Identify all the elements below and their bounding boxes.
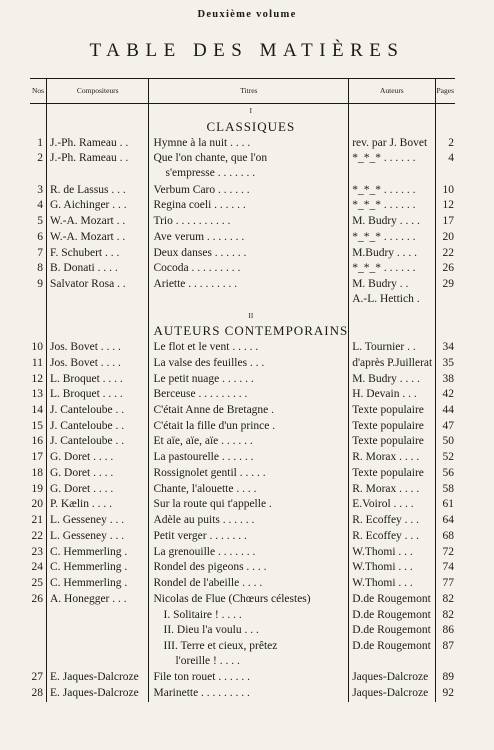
entry-title bbox=[149, 261, 349, 277]
entry-title-line: Et aïe, aïe, aïe . . . . . . bbox=[153, 435, 253, 448]
entry-composer: W.-A. Mozart . . bbox=[46, 214, 149, 230]
entry-title-continuation: s'empresse . . . . . . . bbox=[165, 166, 256, 179]
entry-page: 82 bbox=[442, 592, 454, 605]
header-titres: Titres bbox=[149, 79, 349, 104]
section-title: CLASSIQUES bbox=[149, 120, 349, 136]
entry-title bbox=[149, 419, 349, 435]
entry-author-line: R. Ecoffey . . . bbox=[352, 529, 420, 542]
entry-composer: G. Doret . . . . bbox=[46, 482, 149, 498]
entry-page: 52 bbox=[442, 451, 454, 464]
entry-author-line: D.de Rougemont bbox=[352, 592, 431, 605]
entry-title-line: II. Dieu l'a voulu . . . bbox=[163, 624, 259, 637]
section-spacer bbox=[30, 324, 46, 340]
entry-author-line: W.Thomi . . . bbox=[352, 545, 413, 558]
entry-author bbox=[349, 545, 435, 561]
entry-title-line: La grenouille . . . . . . . bbox=[153, 545, 256, 558]
entry-composer: W.-A. Mozart . . bbox=[46, 230, 149, 246]
entry-page: 38 bbox=[442, 372, 454, 385]
entry-title bbox=[149, 372, 349, 388]
section-spacer bbox=[435, 309, 455, 325]
entry-composer: Jos. Bovet . . . . bbox=[46, 356, 149, 372]
table-row bbox=[30, 246, 455, 262]
entry-number: 1 bbox=[30, 136, 46, 152]
entry-composer: F. Schubert . . . bbox=[46, 246, 149, 262]
entry-composer: R. de Lassus . . . bbox=[46, 183, 149, 199]
table-header-row bbox=[30, 79, 455, 104]
entry-composer: B. Donati . . . . bbox=[46, 261, 149, 277]
entry-composer: A. Honegger . . . bbox=[46, 592, 149, 608]
entry-title-line: III. Terre et cieux, prêtez bbox=[163, 640, 278, 652]
table-row bbox=[30, 639, 455, 670]
entry-author bbox=[349, 497, 435, 513]
entry-number: 23 bbox=[30, 545, 46, 561]
table-row bbox=[30, 592, 455, 608]
entry-page: 56 bbox=[442, 466, 454, 479]
table-row bbox=[30, 450, 455, 466]
entry-title-line: File ton rouet . . . . . . bbox=[153, 671, 250, 684]
entry-number: 26 bbox=[30, 592, 46, 608]
entry-author-line: A.-L. Hettich . bbox=[352, 292, 420, 305]
entry-number: 2 bbox=[30, 151, 46, 182]
entry-author bbox=[349, 608, 435, 624]
entry-author-line: *_*_* . . . . . . bbox=[352, 230, 416, 243]
entry-number: 20 bbox=[30, 497, 46, 513]
table-row bbox=[30, 686, 455, 702]
table-row bbox=[30, 198, 455, 214]
header-compositeurs: Compositeurs bbox=[46, 79, 149, 104]
entry-title bbox=[149, 230, 349, 246]
entry-composer: L. Gesseney . . . bbox=[46, 513, 149, 529]
table-row bbox=[30, 340, 455, 356]
table-row bbox=[30, 151, 455, 182]
entry-page: 42 bbox=[442, 388, 454, 401]
table-row bbox=[30, 230, 455, 246]
entry-number: 19 bbox=[30, 482, 46, 498]
entry-author-line: L. Tournier . . bbox=[352, 341, 416, 354]
entry-number: 21 bbox=[30, 513, 46, 529]
entry-page: 86 bbox=[442, 624, 454, 637]
entry-composer: J. Canteloube . . bbox=[46, 403, 149, 419]
entry-title-line: Rossignolet gentil . . . . . bbox=[153, 466, 266, 479]
entry-title-line: Nicolas de Flue (Chœurs célestes) bbox=[153, 592, 311, 605]
section-spacer bbox=[435, 104, 455, 120]
entry-title-continuation: l'oreille ! . . . . bbox=[175, 654, 240, 667]
entry-page: 22 bbox=[442, 246, 454, 259]
entry-author bbox=[349, 450, 435, 466]
entry-title-line: Ave verum . . . . . . . bbox=[153, 230, 245, 243]
entry-author-line: E.Voirol . . . . bbox=[352, 498, 414, 511]
entry-author bbox=[349, 513, 435, 529]
entry-title bbox=[149, 545, 349, 561]
entry-author bbox=[349, 576, 435, 592]
entry-page: 82 bbox=[442, 608, 454, 621]
entry-title bbox=[149, 434, 349, 450]
entry-author bbox=[349, 372, 435, 388]
entry-author-line: Texte populaire bbox=[352, 466, 424, 479]
entry-number: 18 bbox=[30, 466, 46, 482]
table-row bbox=[30, 608, 455, 624]
entry-page: 26 bbox=[442, 262, 454, 275]
entry-composer: L. Broquet . . . . bbox=[46, 387, 149, 403]
entry-number: 16 bbox=[30, 434, 46, 450]
entry-author bbox=[349, 356, 435, 372]
entry-author bbox=[349, 246, 435, 262]
section-spacer bbox=[46, 120, 149, 136]
table-row bbox=[30, 434, 455, 450]
entry-author-line: W.Thomi . . . bbox=[352, 577, 413, 590]
entry-composer: E. Jaques-Dalcroze bbox=[46, 670, 149, 686]
entry-author-line: R. Morax . . . . bbox=[352, 482, 420, 495]
header-pages: Pages bbox=[435, 79, 455, 104]
entry-page: 17 bbox=[442, 215, 454, 228]
table-row bbox=[30, 670, 455, 686]
entry-title-line: Verbum Caro . . . . . . bbox=[153, 183, 250, 196]
entry-number: 7 bbox=[30, 246, 46, 262]
entry-title bbox=[149, 246, 349, 262]
entry-title-line: Rondel de l'abeille . . . . bbox=[153, 577, 263, 590]
entry-composer: C. Hemmerling . bbox=[46, 560, 149, 576]
table-row bbox=[30, 482, 455, 498]
entry-title-line: La valse des feuilles . . . bbox=[153, 356, 265, 369]
entry-composer: L. Broquet . . . . bbox=[46, 372, 149, 388]
entry-page: 47 bbox=[442, 419, 454, 432]
section-spacer bbox=[435, 324, 455, 340]
entry-title bbox=[149, 356, 349, 372]
entry-author-line: H. Devain . . . bbox=[352, 388, 417, 401]
entry-author-line: Texte populaire bbox=[352, 419, 424, 432]
entry-author bbox=[349, 387, 435, 403]
entry-title bbox=[149, 497, 349, 513]
entry-title-line: Chante, l'alouette . . . . bbox=[153, 482, 257, 495]
entry-composer: C. Hemmerling . bbox=[46, 576, 149, 592]
entry-author-line: M. Budry . . . . bbox=[352, 215, 420, 228]
entry-composer: C. Hemmerling . bbox=[46, 545, 149, 561]
entry-author bbox=[349, 230, 435, 246]
entry-author bbox=[349, 403, 435, 419]
entry-author bbox=[349, 340, 435, 356]
table-row bbox=[30, 261, 455, 277]
entry-title bbox=[149, 608, 349, 624]
entry-author bbox=[349, 214, 435, 230]
entry-composer: P. Kælin . . . . bbox=[46, 497, 149, 513]
section-spacer bbox=[46, 309, 149, 325]
entry-author-line: D.de Rougemont bbox=[352, 640, 431, 652]
entry-number: 24 bbox=[30, 560, 46, 576]
entry-title-line: Le petit nuage . . . . . . bbox=[153, 372, 254, 385]
entry-title-line: Deux danses . . . . . . bbox=[153, 246, 247, 259]
entry-author-line: *_*_* . . . . . . bbox=[352, 183, 416, 196]
entry-author-line: *_*_* . . . . . . bbox=[352, 152, 416, 165]
entry-composer: J.-Ph. Rameau . . bbox=[46, 136, 149, 152]
entry-title-line: Berceuse . . . . . . . . . bbox=[153, 388, 248, 401]
entry-title bbox=[149, 639, 349, 670]
entry-page: 34 bbox=[442, 341, 454, 354]
entry-number: 17 bbox=[30, 450, 46, 466]
entry-title bbox=[149, 592, 349, 608]
entry-author bbox=[349, 136, 435, 152]
section-number: I bbox=[149, 104, 349, 120]
entry-title-line: Rondel des pigeons . . . . bbox=[153, 561, 267, 574]
entry-page: 50 bbox=[442, 435, 454, 448]
table-row bbox=[30, 545, 455, 561]
entry-author bbox=[349, 670, 435, 686]
entry-author bbox=[349, 183, 435, 199]
entry-author bbox=[349, 277, 435, 308]
entry-author-line: rev. par J. Bovet bbox=[352, 136, 428, 149]
entry-number: 3 bbox=[30, 183, 46, 199]
entry-author-line: *_*_* . . . . . . bbox=[352, 199, 416, 212]
entry-title-line: Adèle au puits . . . . . . bbox=[153, 514, 255, 527]
entry-author bbox=[349, 592, 435, 608]
entry-page: 87 bbox=[442, 640, 454, 652]
entry-author bbox=[349, 686, 435, 702]
entry-page: 44 bbox=[442, 403, 454, 416]
entry-number: 14 bbox=[30, 403, 46, 419]
entry-title-line: La pastourelle . . . . . . bbox=[153, 451, 254, 464]
entry-author-line: d'après P.Juillerat bbox=[352, 356, 433, 369]
entry-composer bbox=[46, 608, 149, 624]
section-title-row bbox=[30, 120, 455, 136]
entry-number: 13 bbox=[30, 387, 46, 403]
entry-number bbox=[30, 639, 46, 670]
entry-title-line: Regina coeli . . . . . . bbox=[153, 199, 246, 212]
entry-author-line: Jaques-Dalcroze bbox=[352, 687, 429, 700]
table-row bbox=[30, 214, 455, 230]
table-row bbox=[30, 623, 455, 639]
entry-page: 64 bbox=[442, 514, 454, 527]
entry-number: 28 bbox=[30, 686, 46, 702]
entry-number: 15 bbox=[30, 419, 46, 435]
table-row bbox=[30, 277, 455, 308]
section-heading-row bbox=[30, 104, 455, 120]
header-auteurs: Auteurs bbox=[349, 79, 435, 104]
table-row bbox=[30, 497, 455, 513]
entry-title bbox=[149, 183, 349, 199]
entry-composer bbox=[46, 639, 149, 670]
entry-author bbox=[349, 560, 435, 576]
section-spacer bbox=[46, 104, 149, 120]
entry-page: 77 bbox=[442, 577, 454, 590]
section-heading-row bbox=[30, 309, 455, 325]
entry-composer: Salvator Rosa . . bbox=[46, 277, 149, 308]
entry-title bbox=[149, 576, 349, 592]
entry-title-line: Trio . . . . . . . . . . bbox=[153, 215, 231, 228]
entry-title bbox=[149, 277, 349, 308]
table-row bbox=[30, 403, 455, 419]
table-of-contents bbox=[30, 78, 455, 702]
entry-title bbox=[149, 670, 349, 686]
entry-author-line: *_*_* . . . . . . bbox=[352, 262, 416, 275]
entry-title bbox=[149, 340, 349, 356]
entry-author-line: Jaques-Dalcroze bbox=[352, 671, 429, 684]
section-title: AUTEURS CONTEMPORAINS bbox=[149, 324, 349, 340]
entry-page: 2 bbox=[448, 136, 454, 149]
entry-title-line: Cocoda . . . . . . . . . bbox=[153, 262, 241, 275]
entry-title bbox=[149, 214, 349, 230]
table-row bbox=[30, 576, 455, 592]
entry-composer: G. Aichinger . . . bbox=[46, 198, 149, 214]
table-row bbox=[30, 183, 455, 199]
entry-author-line: Texte populaire bbox=[352, 403, 424, 416]
entry-number: 22 bbox=[30, 529, 46, 545]
entry-number: 25 bbox=[30, 576, 46, 592]
section-spacer bbox=[349, 309, 435, 325]
entry-title-line: Sur la route qui t'appelle . bbox=[153, 498, 272, 511]
entry-author bbox=[349, 261, 435, 277]
entry-page: 29 bbox=[442, 278, 454, 291]
entry-number: 5 bbox=[30, 214, 46, 230]
entry-page: 4 bbox=[448, 152, 454, 165]
entry-title bbox=[149, 513, 349, 529]
entry-page: 74 bbox=[442, 561, 454, 574]
table-row bbox=[30, 419, 455, 435]
page-title: TABLE DES MATIÈRES bbox=[89, 40, 405, 61]
entry-author-line: D.de Rougemont bbox=[352, 624, 431, 637]
entry-title bbox=[149, 529, 349, 545]
table-body bbox=[30, 104, 455, 703]
entry-number: 8 bbox=[30, 261, 46, 277]
entry-title bbox=[149, 686, 349, 702]
table-row bbox=[30, 513, 455, 529]
entry-author-line: Texte populaire bbox=[352, 435, 424, 448]
entry-title-line: Ariette . . . . . . . . . bbox=[153, 278, 238, 291]
entry-title bbox=[149, 198, 349, 214]
entry-title-line: Marinette . . . . . . . . . bbox=[153, 687, 250, 700]
entry-number: 11 bbox=[30, 356, 46, 372]
entry-author-line: M.Budry . . . . bbox=[352, 246, 418, 259]
entry-page: 12 bbox=[442, 199, 454, 212]
table-row bbox=[30, 387, 455, 403]
entry-author bbox=[349, 529, 435, 545]
entry-title bbox=[149, 403, 349, 419]
entry-title-line: C'était la fille d'un prince . bbox=[153, 419, 276, 432]
header-nos: Nos bbox=[30, 79, 46, 104]
entry-page: 72 bbox=[442, 545, 454, 558]
entry-composer: G. Doret . . . . bbox=[46, 466, 149, 482]
entry-title-line: Que l'on chante, que l'on bbox=[153, 152, 268, 165]
entry-author bbox=[349, 466, 435, 482]
entry-composer: J. Canteloube . . bbox=[46, 419, 149, 435]
entry-composer: J. Canteloube . . bbox=[46, 434, 149, 450]
entry-number: 10 bbox=[30, 340, 46, 356]
entry-number: 27 bbox=[30, 670, 46, 686]
section-spacer bbox=[30, 104, 46, 120]
table-row bbox=[30, 560, 455, 576]
entry-author bbox=[349, 419, 435, 435]
entry-author-line: R. Ecoffey . . . bbox=[352, 514, 420, 527]
section-spacer bbox=[30, 120, 46, 136]
entry-title-line: I. Solitaire ! . . . . bbox=[163, 608, 242, 621]
entry-title bbox=[149, 387, 349, 403]
section-spacer bbox=[46, 324, 149, 340]
entry-composer: L. Gesseney . . . bbox=[46, 529, 149, 545]
entry-title bbox=[149, 560, 349, 576]
entry-author bbox=[349, 198, 435, 214]
section-number: II bbox=[149, 309, 349, 325]
entry-title-line: Le flot et le vent . . . . . bbox=[153, 341, 259, 354]
entry-page: 35 bbox=[442, 356, 454, 369]
section-spacer bbox=[349, 120, 435, 136]
entry-composer: E. Jaques-Dalcroze bbox=[46, 686, 149, 702]
section-spacer bbox=[349, 324, 435, 340]
table-row bbox=[30, 136, 455, 152]
entry-page: 92 bbox=[442, 687, 454, 700]
entry-composer bbox=[46, 623, 149, 639]
entry-title bbox=[149, 151, 349, 182]
table-row bbox=[30, 466, 455, 482]
volume-label: Deuxième volume bbox=[197, 9, 297, 20]
entry-number bbox=[30, 623, 46, 639]
entry-page: 68 bbox=[442, 529, 454, 542]
table-row bbox=[30, 529, 455, 545]
entry-author bbox=[349, 151, 435, 182]
entry-title bbox=[149, 466, 349, 482]
entry-composer: G. Doret . . . . bbox=[46, 450, 149, 466]
section-spacer bbox=[349, 104, 435, 120]
entry-author bbox=[349, 434, 435, 450]
entry-composer: J.-Ph. Rameau . . bbox=[46, 151, 149, 182]
entry-author bbox=[349, 639, 435, 670]
entry-composer: Jos. Bovet . . . . bbox=[46, 340, 149, 356]
entry-number: 9 bbox=[30, 277, 46, 308]
entry-author-line: W.Thomi . . . bbox=[352, 561, 413, 574]
entry-author-line: D.de Rougemont bbox=[352, 608, 431, 621]
entry-title-line: Hymne à la nuit . . . . bbox=[153, 136, 251, 149]
entry-title bbox=[149, 450, 349, 466]
entry-author-line: M. Budry . . bbox=[352, 278, 409, 291]
entry-title bbox=[149, 136, 349, 152]
section-spacer bbox=[30, 309, 46, 325]
entry-page: 20 bbox=[442, 230, 454, 243]
entry-page: 89 bbox=[442, 671, 454, 684]
entry-title-line: Petit verger . . . . . . . bbox=[153, 529, 247, 542]
section-spacer bbox=[435, 120, 455, 136]
entry-author bbox=[349, 623, 435, 639]
entry-author bbox=[349, 482, 435, 498]
entry-author-line: R. Morax . . . . bbox=[352, 451, 420, 464]
table-row bbox=[30, 356, 455, 372]
entry-number: 6 bbox=[30, 230, 46, 246]
table-row bbox=[30, 372, 455, 388]
entry-number: 4 bbox=[30, 198, 46, 214]
entry-page: 61 bbox=[442, 498, 454, 511]
entry-page: 10 bbox=[442, 183, 454, 196]
entry-title-line: C'était Anne de Bretagne . bbox=[153, 403, 275, 416]
entry-title bbox=[149, 482, 349, 498]
entry-page: 58 bbox=[442, 482, 454, 495]
entry-author-line: M. Budry . . . . bbox=[352, 372, 420, 385]
entry-title bbox=[149, 623, 349, 639]
entry-number: 12 bbox=[30, 372, 46, 388]
entry-number bbox=[30, 608, 46, 624]
section-title-row bbox=[30, 324, 455, 340]
